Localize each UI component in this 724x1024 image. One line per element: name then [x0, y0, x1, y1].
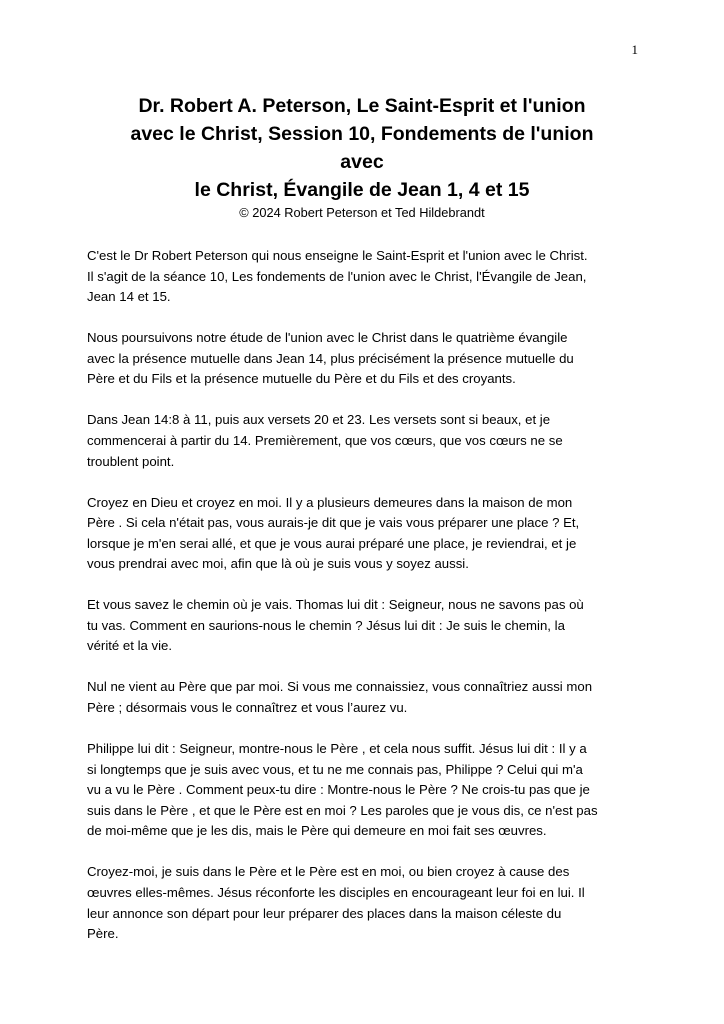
text-line: Jean 14 et 15. [87, 289, 171, 305]
text-line: suis dans le Père , et que le Père est en moi ? Les paroles que je vous dis, ce n'est pas [87, 802, 598, 818]
text-line: Il s'agit de la séance 10, Les fondements de l'union avec le Christ, l'Évangile de Jean, [87, 268, 587, 284]
text-line: C'est le Dr Robert Peterson qui nous enseigne le Saint-Esprit et l'union avec le Christ. [87, 248, 588, 263]
text-line: Père ; désormais vous le connaîtrez et vous l’aurez vu. [87, 700, 408, 716]
text-line: leur annonce son départ pour leur préparer des places dans la maison céleste du [87, 905, 562, 921]
text-line: Nous poursuivons notre étude de l'union avec le Christ dans le quatrième évangile [87, 330, 568, 346]
document-body [87, 246, 647, 965]
paragraph [87, 677, 647, 718]
title-line: avec [340, 151, 384, 173]
copyright-notice: © 2024 Robert Peterson et Ted Hildebrandt [239, 205, 485, 220]
text-line: Croyez en Dieu et croyez en moi. Il y a plusieurs demeures dans la maison de mon [87, 494, 573, 510]
text-line: de moi-même que je les dis, mais le Père qui demeure en moi fait ses œuvres. [87, 823, 547, 839]
text-line: Père. [87, 926, 119, 942]
text-line: troublent point. [87, 453, 175, 469]
paragraph [87, 595, 647, 657]
paragraph [87, 493, 647, 575]
paragraph [87, 739, 647, 842]
text-line: Croyez-moi, je suis dans le Père et le Père est en moi, ou bien croyez à cause des [87, 864, 570, 880]
text-line: Nul ne vient au Père que par moi. Si vous me connaissiez, vous connaîtriez aussi mon [87, 679, 593, 695]
title-line: le Christ, Évangile de Jean 1, 4 et 15 [194, 179, 530, 201]
title-line: avec le Christ, Session 10, Fondements de l'union [130, 123, 594, 145]
paragraph [87, 328, 647, 390]
text-line: vous prendrai avec moi, afin que là où je suis vous y soyez aussi. [87, 556, 469, 572]
text-line: lorsque je m'en serai allé, et que je vous aurai préparé une place, je reviendrai, et je [87, 535, 577, 551]
text-line: vérité et la vie. [87, 638, 173, 654]
text-line: œuvres elles-mêmes. Jésus réconforte les disciples en encourageant leur foi en lui. Il [87, 884, 585, 900]
paragraph [87, 246, 647, 308]
text-line: vu a vu le Père . Comment peux-tu dire : Montre-nous le Père ? Ne crois-tu pas que je [87, 782, 590, 798]
text-line: Père et du Fils et la présence mutuelle du Père et du Fils et des croyants. [87, 371, 516, 387]
text-line: Père . Si cela n'était pas, vous aurais-je dit que je vais vous préparer une place ? Et, [87, 515, 580, 531]
text-line: Philippe lui dit : Seigneur, montre-nous le Père , et cela nous suffit. Jésus lui dit : Il y a [87, 741, 587, 757]
text-line: Dans Jean 14:8 à 11, puis aux versets 20 et 23. Les versets sont si beaux, et je [87, 412, 551, 428]
paragraph [87, 410, 647, 472]
text-line: si longtemps que je suis avec vous, et tu ne me connais pas, Philippe ? Celui qui m'a [87, 761, 583, 777]
document-header [86, 92, 638, 222]
paragraph [87, 862, 647, 944]
text-line: avec la présence mutuelle dans Jean 14, plus précisément la présence mutuelle du [87, 350, 574, 366]
text-line: commencerai à partir du 14. Premièrement, que vos cœurs, que vos cœurs ne se [87, 432, 563, 448]
title-line: Dr. Robert A. Peterson, Le Saint-Esprit et l'union [138, 95, 586, 117]
text-line: tu vas. Comment en saurions-nous le chemin ? Jésus lui dit : Je suis le chemin, la [87, 617, 565, 633]
page-number: 1 [631, 42, 638, 57]
text-line: Et vous savez le chemin où je vais. Thomas lui dit : Seigneur, nous ne savons pas où [87, 597, 584, 613]
